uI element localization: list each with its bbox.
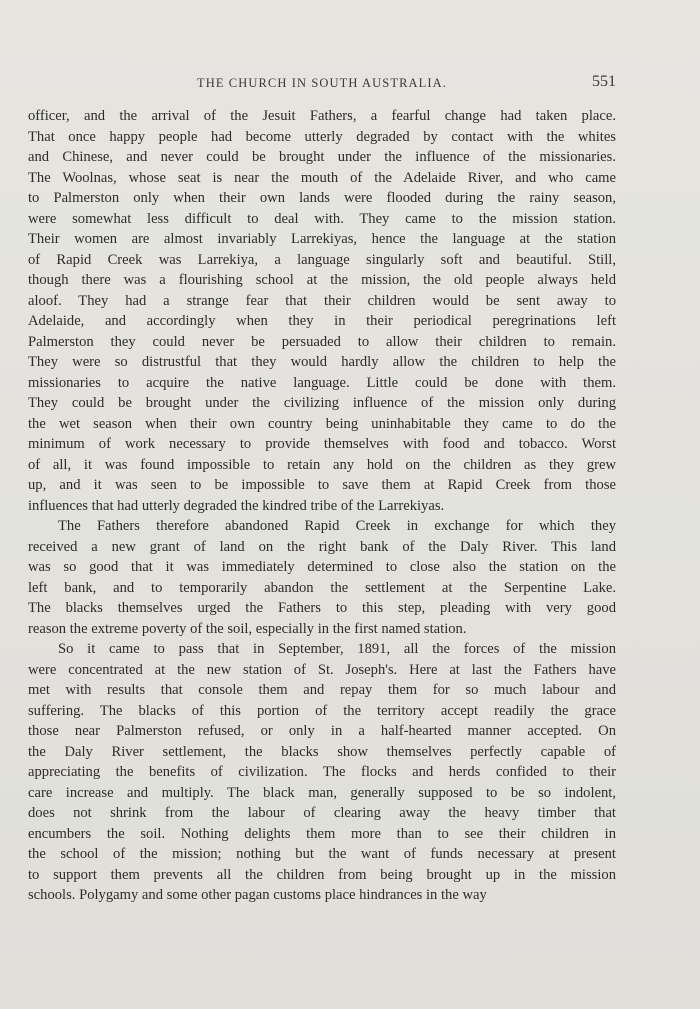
- text-line: encumbers the soil. Nothing delights them more than to see their children in: [28, 825, 616, 842]
- text-line: schools. Polygamy and some other pagan customs place hindrances in the way: [28, 887, 487, 903]
- text-line: were concentrated at the new station of St. Joseph's. Here at last the Fathers have: [28, 661, 616, 678]
- text-line: Their women are almost invariably Larrekiyas, hence the language at the station: [28, 231, 616, 247]
- text-line: They were so distrustful that they would hardly allow the children to help the: [28, 354, 616, 370]
- text-line: received a new grant of land on the right bank of the Daly River. This land: [28, 538, 616, 555]
- text-line: met with results that console them and repay them for so much labour and: [28, 682, 616, 698]
- text-line: to Palmerston only when their own lands were flooded during the rainy season,: [28, 190, 616, 206]
- text-line: were somewhat less difficult to deal with. They came to the mission station.: [28, 210, 616, 227]
- text-line: They could be brought under the civilizing influence of the mission only during: [28, 395, 616, 411]
- running-head: [28, 73, 616, 93]
- text-line: minimum of work necessary to provide themselves with food and tobacco. Worst: [28, 436, 616, 452]
- text-line: the wet season when their own country being uninhabitable they came to do the: [28, 415, 616, 432]
- body-text: [28, 106, 616, 906]
- paragraph: [28, 639, 616, 906]
- text-line: the Daly River settlement, the blacks show themselves perfectly capable of: [28, 743, 616, 760]
- page-number: 551: [592, 73, 616, 90]
- text-line: The blacks themselves urged the Fathers to this step, pleading with very good: [28, 600, 616, 616]
- text-line: up, and it was seen to be impossible to save them at Rapid Creek from those: [28, 477, 616, 493]
- text-line: and Chinese, and never could be brought under the influence of the missionaries.: [28, 149, 616, 165]
- text-line: those near Palmerston refused, or only in a half-hearted manner accepted. On: [28, 723, 616, 739]
- text-line: the school of the mission; nothing but the want of funds necessary at present: [28, 846, 616, 862]
- text-line: reason the extreme poverty of the soil, especially in the first named station.: [28, 620, 467, 637]
- text-line: The Fathers therefore abandoned Rapid Creek in exchange for which they: [58, 518, 616, 534]
- text-line: to support them prevents all the children from being brought up in the mission: [28, 866, 616, 883]
- text-line: does not shrink from the labour of clearing away the heavy timber that: [28, 805, 616, 821]
- text-line: missionaries to acquire the native language. Little could be done with them.: [28, 374, 616, 391]
- text-line: of all, it was found impossible to retain any hold on the children as they grew: [28, 456, 616, 473]
- text-line: officer, and the arrival of the Jesuit Fathers, a fearful change had taken place.: [28, 108, 616, 124]
- text-line: left bank, and to temporarily abandon the settlement at the Serpentine Lake.: [28, 579, 616, 596]
- text-line: appreciating the benefits of civilization. The flocks and herds confided to their: [28, 764, 616, 780]
- text-line: though there was a flourishing school at the mission, the old people always held: [28, 272, 616, 288]
- paragraph: [28, 516, 616, 639]
- text-line: care increase and multiply. The black man, generally supposed to be so indolent,: [28, 784, 616, 801]
- text-line: Palmerston they could never be persuaded to allow their children to remain.: [28, 333, 616, 350]
- text-line: of Rapid Creek was Larrekiya, a language singularly soft and beautiful. Still,: [28, 251, 616, 268]
- text-line: was so good that it was immediately determined to close also the station on the: [28, 559, 616, 575]
- text-line: suffering. The blacks of this portion of the territory accept readily the grace: [28, 702, 616, 719]
- running-title: THE CHURCH IN SOUTH AUSTRALIA.: [196, 76, 448, 90]
- text-line: The Woolnas, whose seat is near the mouth of the Adelaide River, and who came: [28, 169, 616, 186]
- text-line: influences that had utterly degraded the kindred tribe of the Larrekiyas.: [28, 497, 445, 514]
- paragraph: [28, 106, 616, 516]
- text-line: That once happy people had become utterly degraded by contact with the whites: [28, 128, 616, 145]
- text-line: Adelaide, and accordingly when they in their periodical peregrinations left: [28, 313, 616, 329]
- text-line: aloof. They had a strange fear that their children would be sent away to: [28, 292, 616, 309]
- text-line: So it came to pass that in September, 1891, all the forces of the mission: [58, 641, 616, 657]
